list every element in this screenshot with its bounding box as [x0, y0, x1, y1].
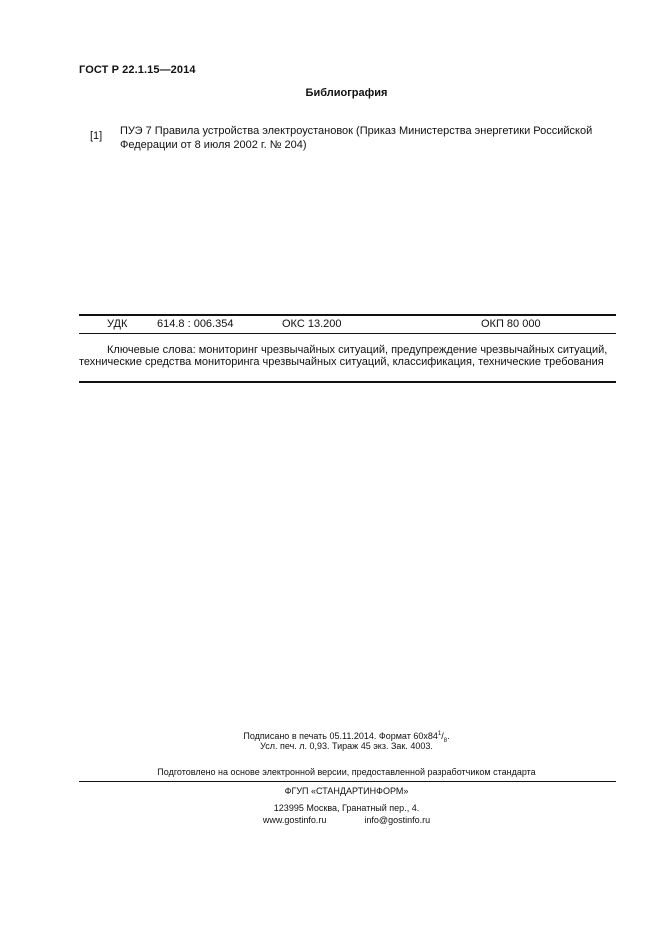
udk-label: УДК [107, 318, 128, 330]
format-end: . [447, 731, 450, 741]
imprint-signed: Подписано в печать 05.11.2014. Формат $60x84^1/_8$. [243, 731, 450, 744]
publisher-name: ФГУП «СТАНДАРТИНФОРМ» [284, 786, 409, 796]
udk-value: 614.8 : 006.354 [157, 318, 234, 330]
keywords-line-2: технические средства мониторинга чрезвычайных ситуаций, классификация, технические требования [79, 356, 604, 368]
publisher-address: 123995 Москва, Гранатный пер., 4. [273, 803, 420, 813]
bibliography-entry-number: [1] [90, 130, 103, 142]
keywords-bottom-rule [79, 381, 616, 383]
imprint-prepared-note: Подготовлено на основе электронной версии, предоставленной разработчиком стандарта [157, 767, 536, 777]
bibliography-title: Библиография [305, 87, 388, 99]
publisher-contacts [0, 814, 661, 826]
imprint-signed-text: Подписано в печать 05.11.2014. Формат 60x84 [243, 731, 438, 741]
keywords-line-1: Ключевые слова: мониторинг чрезвычайных ситуаций, предупреждение чрезвычайных ситуаций, [107, 344, 608, 356]
format-denominator: 8 [443, 737, 448, 744]
bibliography-entry-text: ПУЭ 7 Правила устройства электроустановок (Приказ Министерства энергетики Российской Федерации от 8 июля 2002 г. № 204) [120, 125, 593, 151]
classification-top-rule [79, 314, 616, 316]
standard-code: ГОСТ Р 22.1.15—2014 [79, 64, 196, 76]
format-numerator: 1 [437, 731, 442, 737]
classification-divider [79, 333, 616, 334]
imprint-divider [79, 781, 616, 782]
oks-code: ОКС 13.200 [282, 318, 342, 330]
imprint-print-details: Усл. печ. л. 0,93. Тираж 45 экз. Зак. 4003. [260, 741, 433, 751]
publisher-website-link[interactable]: www.gostinfo.ru [262, 815, 327, 825]
okp-code: ОКП 80 000 [481, 318, 541, 330]
publisher-email-link[interactable]: info@gostinfo.ru [364, 815, 431, 825]
